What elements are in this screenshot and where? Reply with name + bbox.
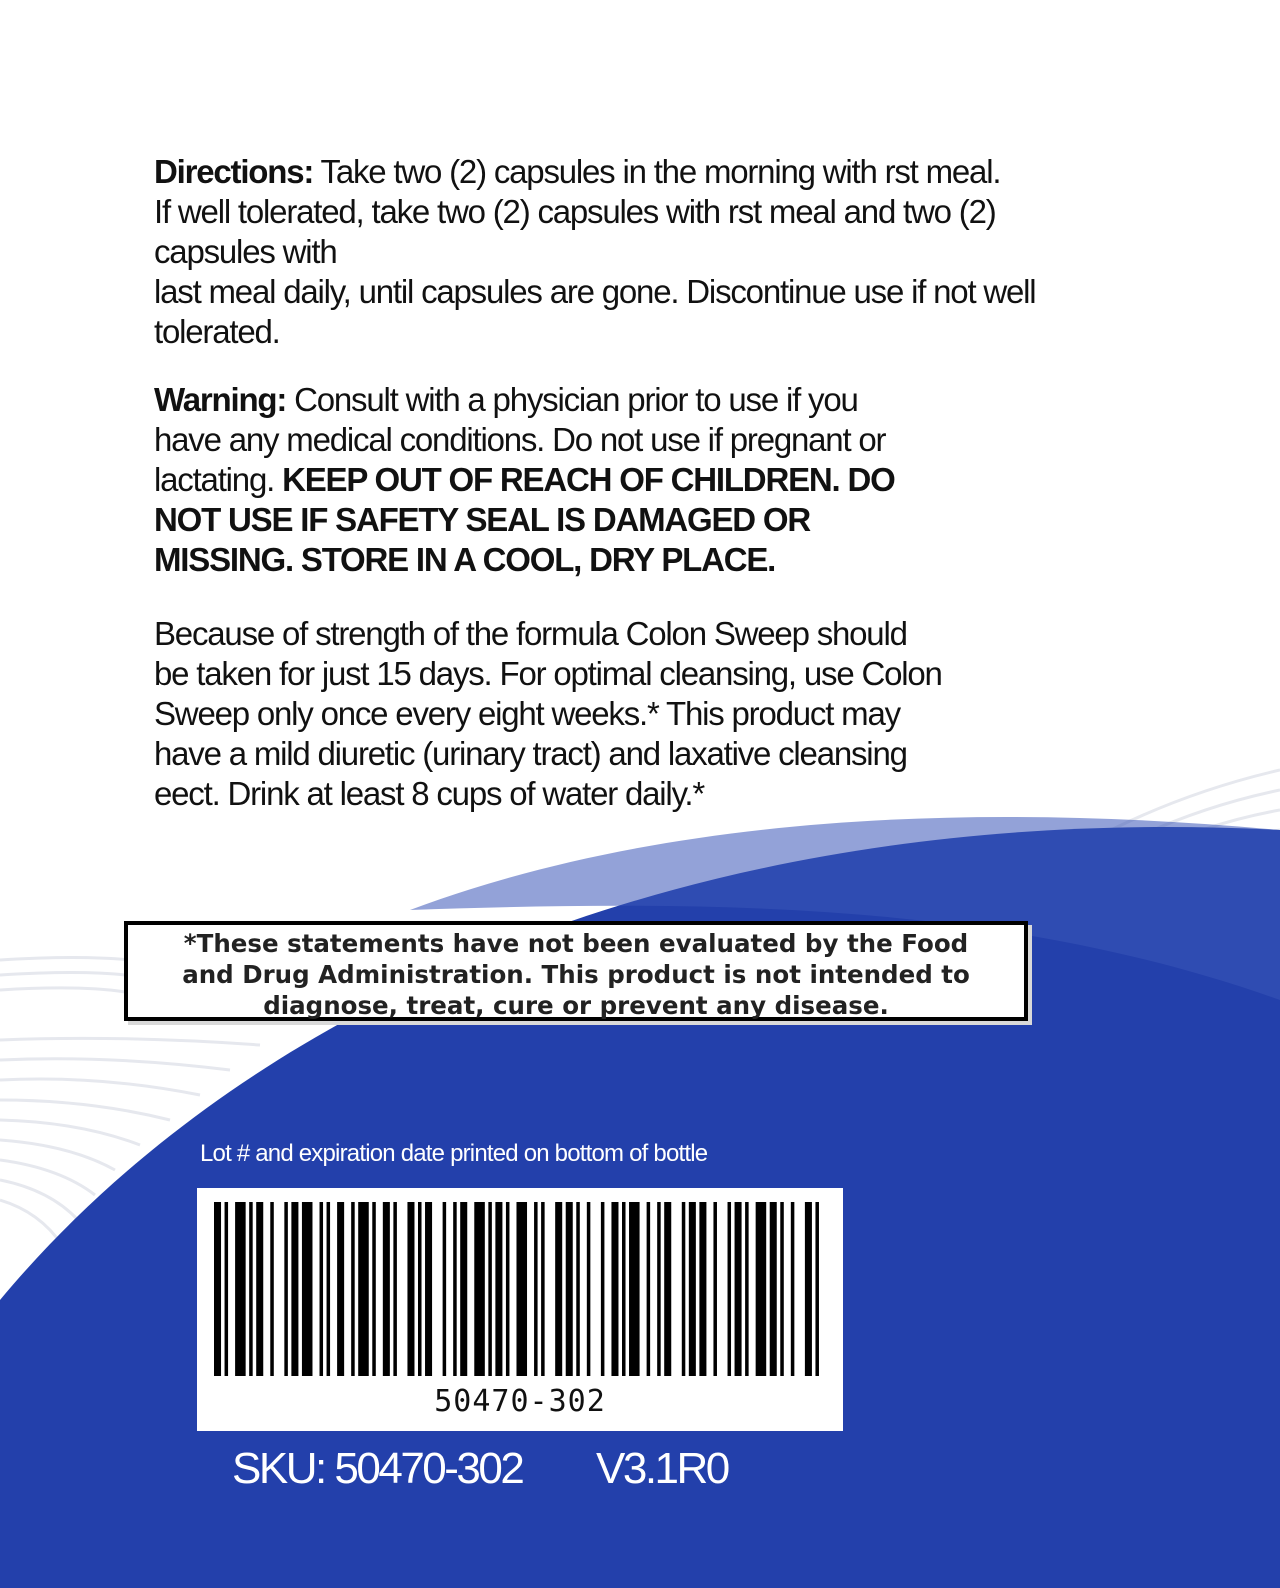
barcode-bar — [713, 1202, 717, 1376]
warning-label: Warning: — [154, 381, 287, 418]
barcode-bar — [453, 1202, 457, 1376]
barcode-bar — [815, 1202, 819, 1376]
barcode-bar — [443, 1202, 447, 1376]
barcode-number: 50470-302 — [434, 1384, 606, 1419]
warning-line-4: NOT USE IF SAFETY SEAL IS DAMAGED OR — [154, 501, 810, 538]
barcode-bar — [805, 1202, 812, 1376]
sku-label: SKU: 50470-302 — [232, 1444, 523, 1493]
barcode-bar — [225, 1202, 229, 1376]
barcode-bar — [320, 1202, 324, 1376]
barcode-bar — [235, 1202, 246, 1376]
barcode-bar — [791, 1202, 795, 1376]
barcode-bar — [302, 1202, 313, 1376]
barcode-bar — [555, 1202, 562, 1376]
barcode-bar — [393, 1202, 397, 1376]
barcode-bar — [682, 1202, 686, 1376]
barcode-bar — [587, 1202, 591, 1376]
warning-line-3-normal: lactating. — [154, 461, 283, 498]
barcode-bar — [358, 1202, 369, 1376]
barcode-bars — [214, 1202, 826, 1376]
disclaimer-line-3: diagnose, treat, cure or prevent any disease. — [263, 991, 889, 1020]
info-line-3: Sweep only once every eight weeks.* This product may — [154, 695, 900, 732]
barcode-bar — [664, 1202, 671, 1376]
barcode-bar — [611, 1202, 618, 1376]
directions-line-2: If well tolerated, take two (2) capsules with rst meal and two (2) — [154, 193, 996, 230]
barcode-bar — [601, 1202, 605, 1376]
barcode-bar — [372, 1202, 376, 1376]
barcode — [197, 1188, 843, 1431]
barcode-bar — [745, 1202, 749, 1376]
barcode-bar — [756, 1202, 767, 1376]
barcode-bar — [407, 1202, 414, 1376]
barcode-bar — [576, 1202, 580, 1376]
barcode-bar — [622, 1202, 626, 1376]
warning-line-2: have any medical conditions. Do not use if pregnant or — [154, 421, 886, 458]
directions-line-3: capsules with — [154, 233, 337, 270]
barcode-bar — [256, 1202, 263, 1376]
barcode-bar — [425, 1202, 432, 1376]
warning-paragraph — [154, 380, 974, 580]
barcode-bar — [383, 1202, 390, 1376]
barcode-bar — [474, 1202, 485, 1376]
barcode-bar — [460, 1202, 467, 1376]
disclaimer-line-2: and Drug Administration. This product is not intended to — [182, 960, 970, 989]
barcode-bar — [327, 1202, 331, 1376]
barcode-bar — [249, 1202, 253, 1376]
info-line-5: eect. Drink at least 8 cups of water daily.* — [154, 775, 705, 812]
barcode-bar — [488, 1202, 492, 1376]
barcode-bar — [541, 1202, 545, 1376]
keep-out-of-reach-text: KEEP OUT OF REACH OF CHILDREN. DO — [282, 461, 895, 498]
barcode-bar — [629, 1202, 640, 1376]
barcode-bar — [516, 1202, 527, 1376]
usage-info-paragraph — [154, 614, 994, 814]
warning-line-5: MISSING. STORE IN A COOL, DRY PLACE. — [154, 541, 776, 578]
barcode-bar — [566, 1202, 573, 1376]
disclaimer-line-1: *These statements have not been evaluated by the Food — [183, 929, 969, 958]
fda-disclaimer-box — [124, 921, 1028, 1021]
barcode-bar — [270, 1202, 274, 1376]
barcode-bar — [534, 1202, 538, 1376]
warning-line-1: Consult with a physician prior to use if you — [286, 381, 858, 418]
info-line-4: have a mild diuretic (urinary tract) and laxative cleansing — [154, 735, 907, 772]
barcode-bar — [291, 1202, 298, 1376]
barcode-bar — [284, 1202, 288, 1376]
barcode-bar — [657, 1202, 661, 1376]
directions-paragraph — [154, 152, 1114, 352]
directions-line-4: last meal daily, until capsules are gone. Discontinue use if not well — [154, 273, 1036, 310]
barcode-bar — [780, 1202, 784, 1376]
barcode-bar — [351, 1202, 355, 1376]
warning-line-3 — [154, 460, 974, 500]
info-line-1: Because of strength of the formula Colon Sweep should — [154, 615, 907, 652]
barcode-bar — [418, 1202, 422, 1376]
barcode-bar — [495, 1202, 502, 1376]
directions-line-5: tolerated. — [154, 313, 280, 350]
directions-label: Directions: — [154, 153, 314, 190]
barcode-bar — [735, 1202, 742, 1376]
version-label: V3.1R0 — [596, 1444, 728, 1493]
barcode-bar — [506, 1202, 510, 1376]
barcode-bar — [214, 1202, 221, 1376]
barcode-bar — [699, 1202, 706, 1376]
barcode-bar — [770, 1202, 777, 1376]
barcode-bar — [647, 1202, 651, 1376]
lot-note: Lot # and expiration date printed on bottom of bottle — [200, 1140, 708, 1167]
directions-line-1: Take two (2) capsules in the morning with rst meal. — [313, 153, 1001, 190]
barcode-bar — [689, 1202, 696, 1376]
barcode-bar — [337, 1202, 344, 1376]
barcode-bar — [728, 1202, 732, 1376]
info-line-2: be taken for just 15 days. For optimal cleansing, use Colon — [154, 655, 942, 692]
